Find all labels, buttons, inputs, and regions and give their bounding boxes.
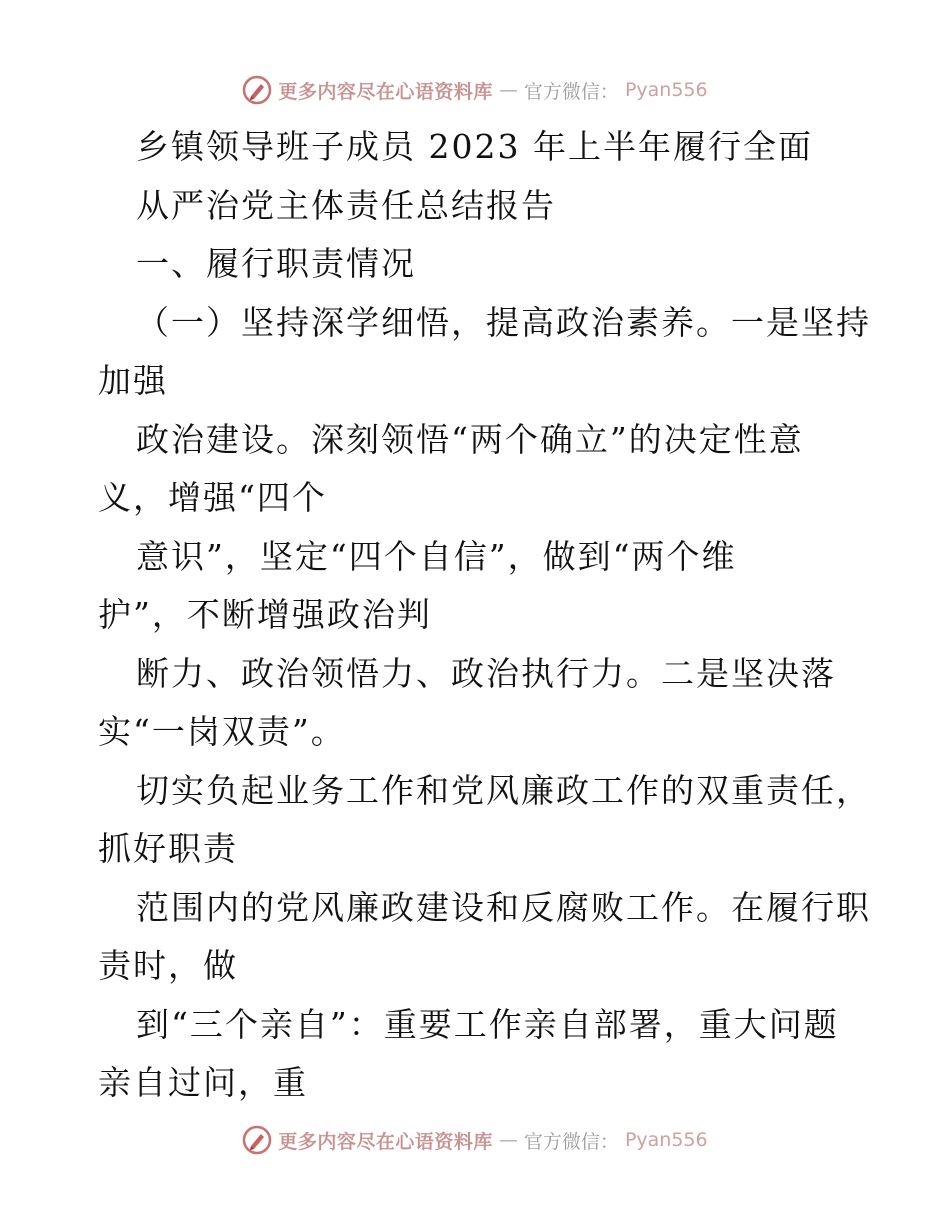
watermark-title: 更多内容尽在心语资料库 <box>278 1130 493 1153</box>
watermark-id: Pyan556 <box>624 79 708 101</box>
text-line: （一）坚持深学细悟，提高政治素养。一是坚持 <box>136 302 871 342</box>
watermark-footer <box>0 1120 950 1160</box>
text-line: 断力、政治领悟力、政治执行力。二是坚决落 <box>136 653 836 693</box>
text-line: 范围内的党风廉政建设和反腐败工作。在履行职 <box>136 887 871 927</box>
watermark-dash: — <box>498 79 518 101</box>
text-line: 乡镇领导班子成员 2023 年上半年履行全面 <box>136 127 813 166</box>
text-line: 切实负起业务工作和党风廉政工作的双重责任， <box>136 770 871 810</box>
text-line: 一、履行职责情况 <box>136 244 416 283</box>
watermark-title: 更多内容尽在心语资料库 <box>278 80 493 103</box>
watermark-label: 官方微信： <box>523 80 619 103</box>
text-line: 从严治党主体责任总结报告 <box>136 185 556 225</box>
text-line: 加强 <box>98 361 168 400</box>
watermark-header <box>0 70 950 110</box>
text-line: 责时，做 <box>98 946 238 985</box>
text-line: 义，增强“四个 <box>98 478 327 517</box>
pen-logo-icon <box>242 1125 272 1155</box>
text-line: 护”，不断增强政治判 <box>98 595 432 634</box>
text-line: 亲自过问，重 <box>98 1063 308 1102</box>
text-line: 抓好职责 <box>98 829 238 868</box>
text-line: 到“三个亲自”：重要工作亲自部署，重大问题 <box>136 1004 839 1044</box>
text-line: 意识”，坚定“四个自信”，做到“两个维 <box>136 536 737 576</box>
watermark-label: 官方微信： <box>523 1130 619 1153</box>
text-line: 实“一岗双责”。 <box>98 712 346 751</box>
document-body <box>98 118 871 1113</box>
text-line: 政治建设。深刻领悟“两个确立”的决定性意 <box>136 419 804 459</box>
watermark-id: Pyan556 <box>624 1129 708 1151</box>
pen-logo-icon <box>242 75 272 105</box>
watermark-dash: — <box>498 1129 518 1151</box>
